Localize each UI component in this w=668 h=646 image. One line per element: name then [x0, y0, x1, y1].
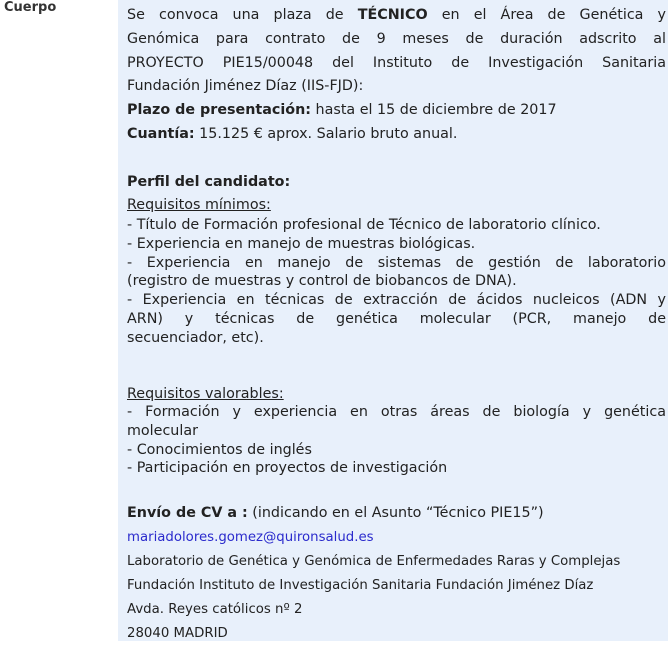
list-item: molecular [127, 422, 198, 439]
list-item: - Participación en proyectos de investigación [127, 460, 448, 477]
list-item: - Formación y experiencia en otras áreas de biología y genética [127, 404, 666, 421]
address-line: 28040 MADRID [127, 625, 228, 641]
intro-line: Genómica para contrato de 9 meses de duración adscrito al [127, 30, 666, 47]
intro-line: Se convoca una plaza de TÉCNICO en el Área de Genética y [127, 7, 667, 23]
list-item: - Experiencia en manejo de sistemas de gestión de laboratorio [127, 254, 666, 271]
perfil-title: Perfil del candidato: [127, 173, 291, 190]
list-item: secuenciador, etc). [127, 329, 264, 346]
address-line: Laboratorio de Genética y Genómica de Enfermedades Raras y Complejas [127, 553, 621, 569]
plazo-line: Plazo de presentación: hasta el 15 de diciembre de 2017 [127, 102, 557, 119]
envio-line: Envío de CV a : (indicando en el Asunto “Técnico PIE15”) [127, 505, 544, 521]
address-line: Fundación Instituto de Investigación Sanitaria Fundación Jiménez Díaz [127, 577, 594, 593]
list-item: - Título de Formación profesional de Técnico de laboratorio clínico. [127, 217, 601, 234]
list-item: - Experiencia en manejo de muestras biológicas. [127, 236, 476, 253]
list-item: - Experiencia en técnicas de extracción de ácidos nucleicos (ADN y [127, 292, 666, 309]
minimos-title: Requisitos mínimos: [127, 197, 271, 214]
valorables-title: Requisitos valorables: [127, 385, 284, 402]
body-content [127, 4, 666, 646]
intro-line: Fundación Jiménez Díaz (IIS-FJD): [127, 78, 364, 95]
field-label-cuerpo: Cuerpo [4, 0, 57, 15]
list-item: ARN) y técnicas de genética molecular (PCR, manejo de [127, 310, 666, 327]
list-item: - Conocimientos de inglés [127, 441, 312, 458]
cuantia-line: Cuantía: 15.125 € aprox. Salario bruto anual. [127, 125, 458, 142]
email-link[interactable]: mariadolores.gomez@quironsalud.es [127, 529, 374, 545]
intro-line: PROYECTO PIE15/00048 del Instituto de Investigación Sanitaria [127, 54, 666, 71]
list-item: (registro de muestras y control de biobancos de DNA). [127, 273, 517, 290]
address-line: Avda. Reyes católicos nº 2 [127, 601, 303, 617]
